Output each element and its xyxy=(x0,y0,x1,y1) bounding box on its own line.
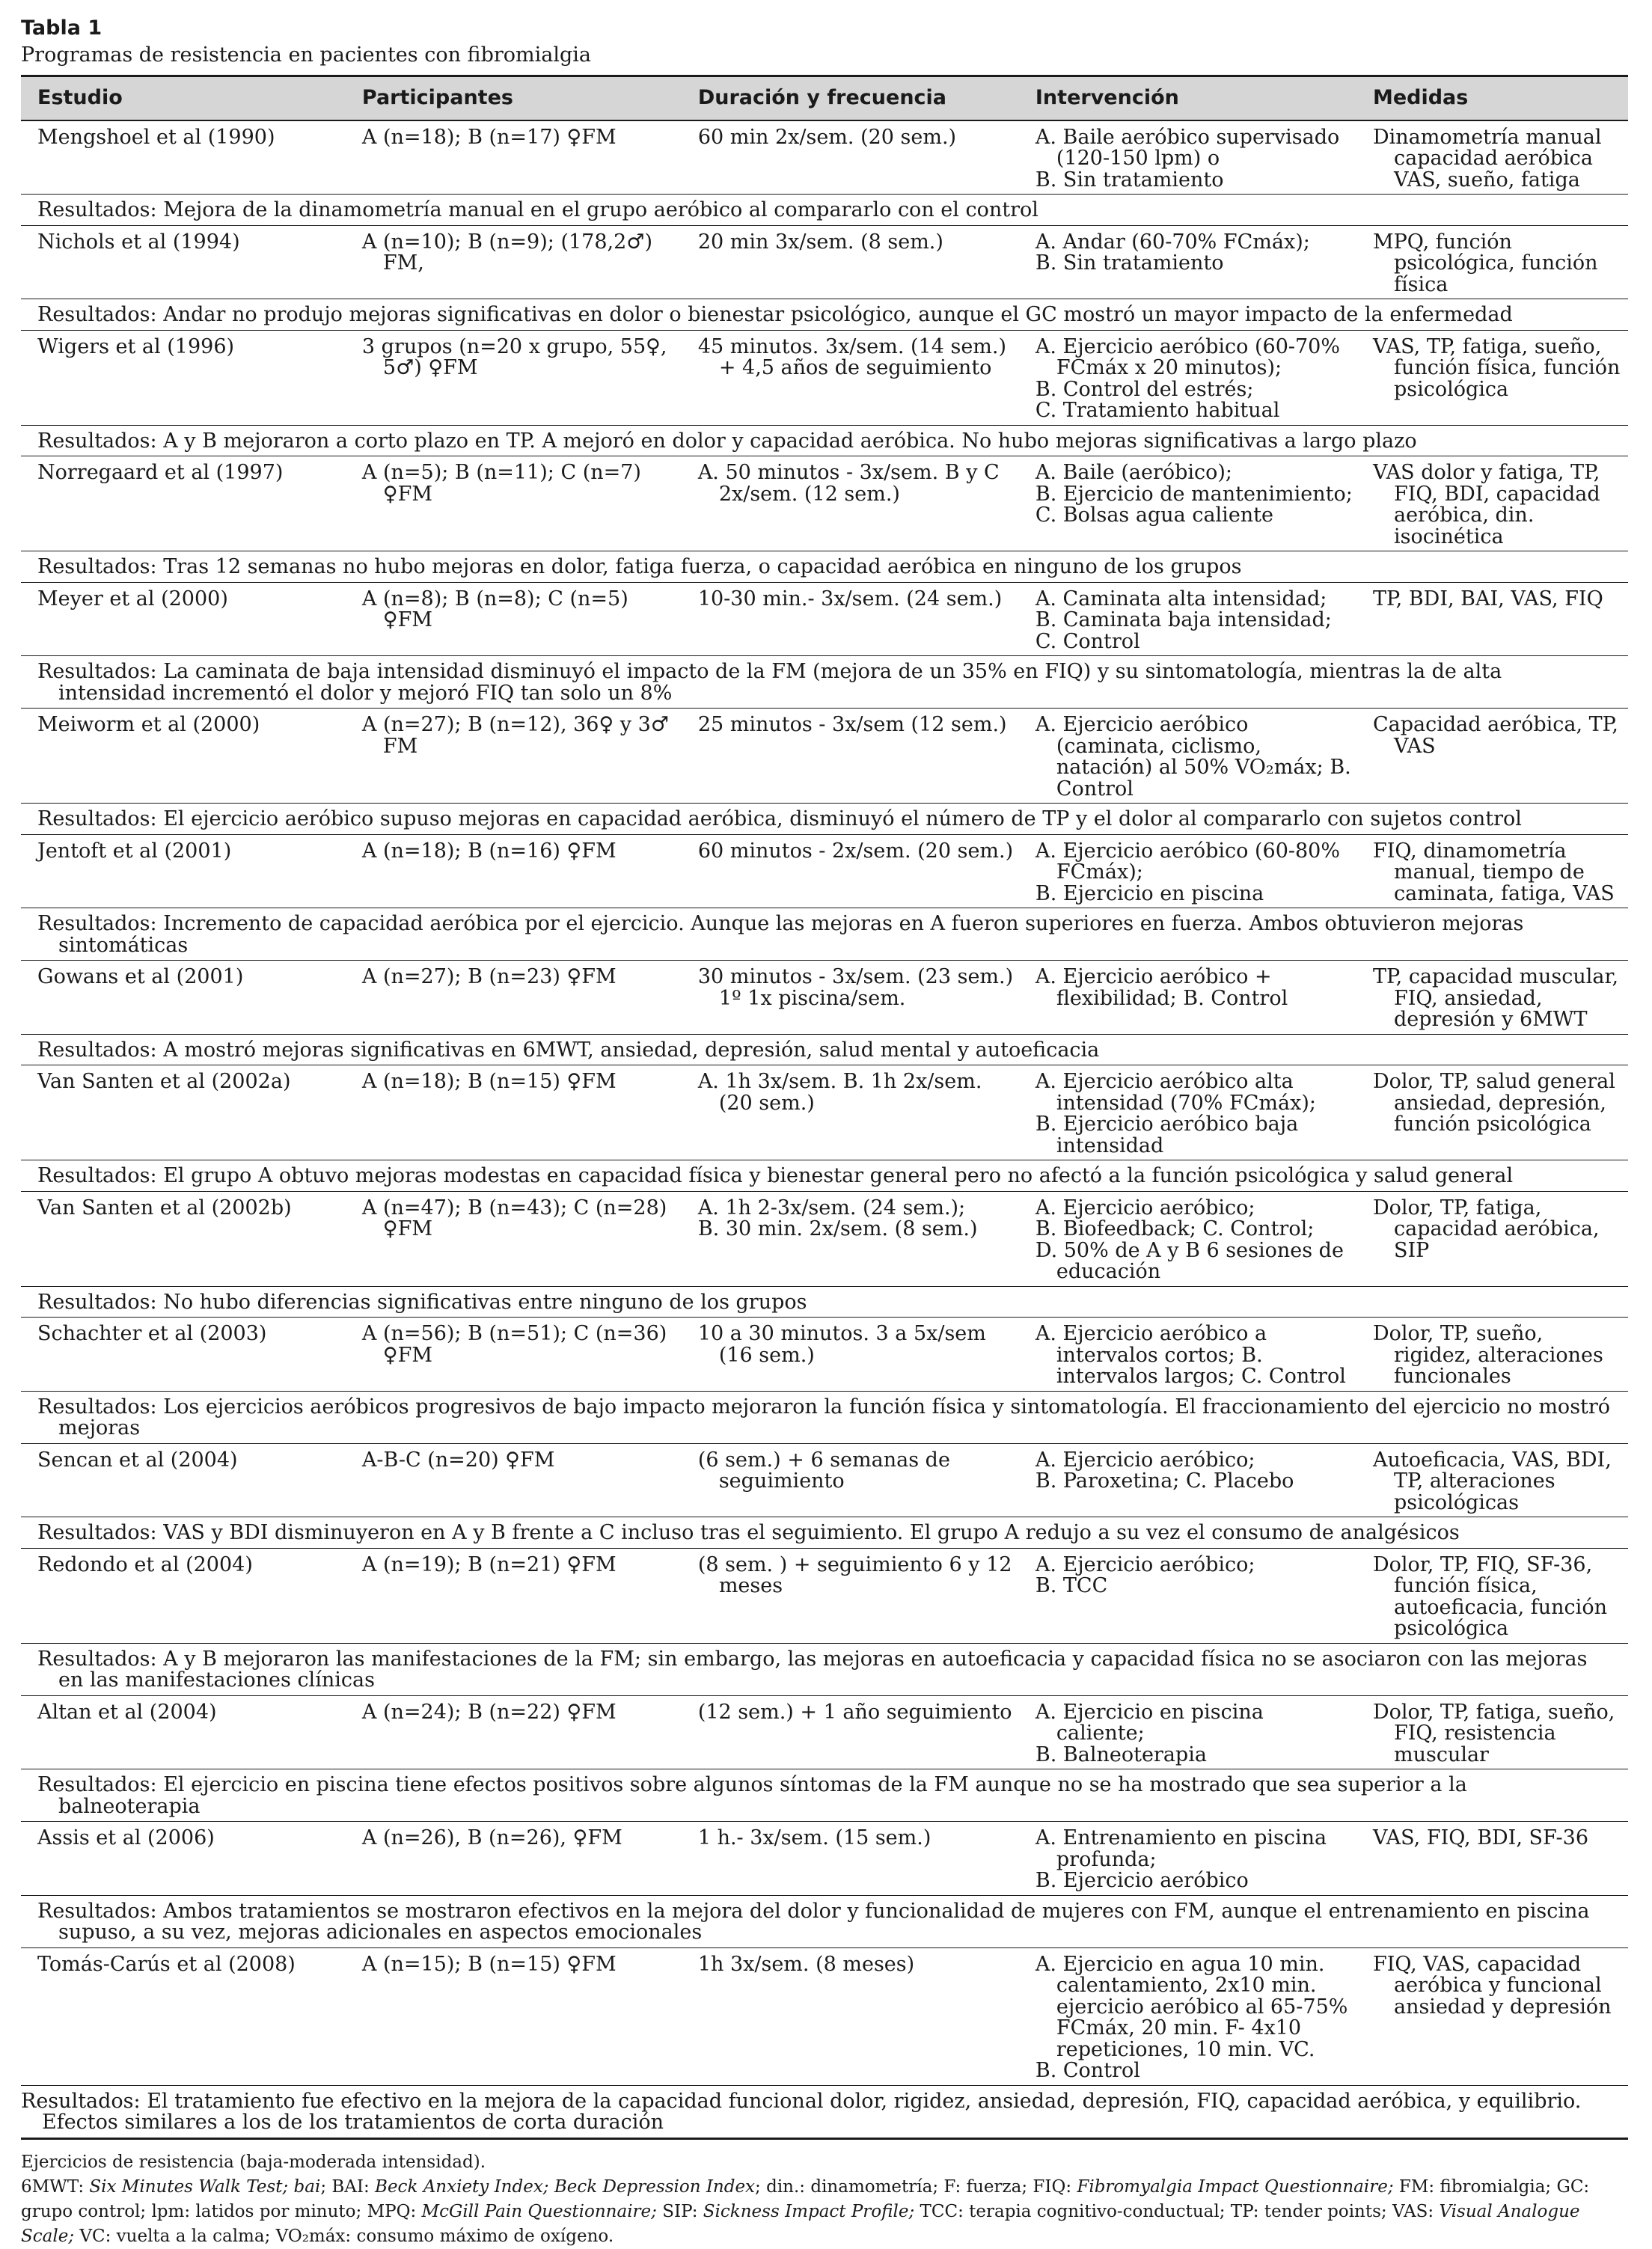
study-row xyxy=(21,1947,1628,2085)
results-cell xyxy=(21,1895,1628,1947)
participants-line: 3 grupos (n=20 x grupo, 55♀, 5♂) ♀FM xyxy=(361,334,667,379)
participants-line: A (n=24); B (n=22) ♀FM xyxy=(361,1700,617,1724)
duration-frequency-cell xyxy=(682,1443,1019,1517)
duration-frequency-line: 1 h.- 3x/sem. (15 sem.) xyxy=(697,1826,931,1849)
study-row xyxy=(21,1065,1628,1160)
duration-frequency-line: 10 a 30 minutos. 3 a 5x/sem (16 sem.) xyxy=(697,1322,986,1367)
duration-frequency-line: (12 sem.) + 1 año seguimiento xyxy=(697,1700,1012,1724)
participants-cell xyxy=(346,1318,682,1392)
abbreviation-segment: Fibromyalgia Impact Questionnaire; xyxy=(1077,2176,1394,2197)
results-row xyxy=(21,1769,1628,1822)
duration-frequency-cell xyxy=(682,225,1019,299)
measures-cell xyxy=(1356,1065,1628,1160)
participants-line: A (n=15); B (n=15) ♀FM xyxy=(361,1952,617,1976)
participants-cell xyxy=(346,1191,682,1286)
study-name-cell: Sencan et al (2004) xyxy=(21,1443,346,1517)
participants-line: A (n=27); B (n=23) ♀FM xyxy=(361,965,617,988)
duration-frequency-line: 10-30 min.- 3x/sem. (24 sem.) xyxy=(697,587,1003,611)
results-row xyxy=(21,1895,1628,1947)
table-subtitle: Programas de resistencia en pacientes con fibromialgia xyxy=(21,43,591,67)
results-cell xyxy=(21,2085,1628,2138)
duration-frequency-cell xyxy=(682,120,1019,195)
intervention-line: A. Ejercicio aeróbico; xyxy=(1035,1448,1255,1472)
intervention-line: B. Biofeedback; C. Control; xyxy=(1035,1217,1315,1240)
measures-line: VAS, FIQ, BDI, SF-36 xyxy=(1372,1826,1589,1849)
results-text: Resultados: Mejora de la dinamometría manual en el grupo aeróbico al compararlo con el control xyxy=(37,198,1038,221)
intervention-cell xyxy=(1019,961,1356,1035)
participants-line: A (n=19); B (n=21) ♀FM xyxy=(361,1552,617,1576)
intervention-line: B. Ejercicio en piscina xyxy=(1035,881,1264,905)
abbreviation-segment: ; BAI: xyxy=(320,2176,376,2197)
results-cell xyxy=(21,299,1628,331)
participants-cell xyxy=(346,961,682,1035)
intervention-cell xyxy=(1019,1695,1356,1769)
study-name-cell: Redondo et al (2004) xyxy=(21,1548,346,1643)
study-name-cell: Van Santen et al (2002b) xyxy=(21,1191,346,1286)
results-row xyxy=(21,2085,1628,2138)
study-row xyxy=(21,1548,1628,1643)
results-row xyxy=(21,656,1628,709)
measures-cell xyxy=(1356,330,1628,425)
intervention-line: B. Control xyxy=(1035,2059,1140,2082)
study-row xyxy=(21,1695,1628,1769)
participants-line: A (n=27); B (n=12), 36♀ y 3♂ FM xyxy=(361,713,670,758)
study-name-cell: Mengshoel et al (1990) xyxy=(21,120,346,195)
abbreviation-segment: 6MWT: xyxy=(21,2176,90,2197)
results-text: Resultados: A y B mejoraron a corto plazo en TP. A mejoró en dolor y capacidad aeróbica. No hubo mejoras significativas a largo plazo xyxy=(37,429,1417,453)
column-header-participantes: Participantes xyxy=(346,76,682,120)
table-header-row xyxy=(21,76,1628,120)
measures-line: VAS, TP, fatiga, sueño, función física, función psicológica xyxy=(1372,334,1621,401)
intervention-line: B. Caminata baja intensidad; xyxy=(1035,608,1332,631)
participants-line: A-B-C (n=20) ♀FM xyxy=(361,1448,555,1472)
duration-frequency-cell xyxy=(682,1191,1019,1286)
measures-cell xyxy=(1356,1822,1628,1896)
results-text: Resultados: El tratamiento fue efectivo en la mejora de la capacidad funcional dolor, rigidez, ansiedad, depresión, FIQ, capacidad aeróbica, y equilibrio. Efectos similares a los de los tratamientos de corta duración xyxy=(21,2089,1582,2134)
intervention-line: B. Ejercicio de mantenimiento; xyxy=(1035,482,1353,506)
intervention-line: A. Ejercicio aeróbico; xyxy=(1035,1552,1255,1576)
abbreviation-segment: Sickness Impact Profile; xyxy=(703,2201,915,2221)
duration-frequency-cell xyxy=(682,582,1019,656)
abbreviations-note xyxy=(21,2175,1628,2249)
results-cell xyxy=(21,551,1628,583)
study-name-cell: Gowans et al (2001) xyxy=(21,961,346,1035)
participants-cell xyxy=(346,1065,682,1160)
study-name-cell: Meiworm et al (2000) xyxy=(21,709,346,804)
results-row xyxy=(21,1160,1628,1192)
duration-frequency-cell xyxy=(682,961,1019,1035)
study-row xyxy=(21,1443,1628,1517)
intervention-line: B. Balneoterapia xyxy=(1035,1742,1207,1766)
duration-frequency-cell xyxy=(682,1548,1019,1643)
intervention-line: A. Ejercicio aeróbico + flexibilidad; B. Control xyxy=(1035,965,1288,1010)
column-header-estudio: Estudio xyxy=(21,76,346,120)
intervention-line: C. Bolsas agua caliente xyxy=(1035,504,1274,527)
participants-line: A (n=18); B (n=15) ♀FM xyxy=(361,1070,617,1093)
intervention-line: B. Paroxetina; C. Placebo xyxy=(1035,1469,1294,1493)
results-cell xyxy=(21,804,1628,835)
measures-line: Dolor, TP, fatiga, sueño, FIQ, resistencia muscular xyxy=(1372,1700,1615,1766)
participants-line: A (n=18); B (n=17) ♀FM xyxy=(361,125,617,149)
intervention-cell xyxy=(1019,1191,1356,1286)
intervention-line: A. Ejercicio aeróbico; xyxy=(1035,1196,1255,1220)
intervention-cell xyxy=(1019,330,1356,425)
study-name-cell: Altan et al (2004) xyxy=(21,1695,346,1769)
measures-line: FIQ, dinamometría manual, tiempo de caminata, fatiga, VAS xyxy=(1372,839,1615,905)
participants-cell xyxy=(346,582,682,656)
participants-cell xyxy=(346,1443,682,1517)
measures-line: Autoeficacia, VAS, BDI, TP, alteraciones psicológicas xyxy=(1372,1448,1612,1514)
studies-table xyxy=(21,75,1628,2140)
duration-frequency-cell xyxy=(682,1318,1019,1392)
duration-frequency-line: A. 1h 3x/sem. B. 1h 2x/sem. (20 sem.) xyxy=(697,1070,982,1115)
participants-cell xyxy=(346,330,682,425)
results-row xyxy=(21,299,1628,331)
results-text: Resultados: El ejercicio en piscina tiene efectos positivos sobre algunos síntomas de la FM aunque no se ha mostrado que sea superior a la balneoterapia xyxy=(37,1773,1467,1818)
abbreviation-segment: FM: fibromialgia; GC: grupo control; lpm: latidos por minuto; MPQ: xyxy=(21,2176,1590,2221)
participants-cell xyxy=(346,1822,682,1896)
study-name-cell: Jentoft et al (2001) xyxy=(21,834,346,908)
table-body xyxy=(21,120,1628,2139)
measures-line: VAS dolor y fatiga, TP, FIQ, BDI, capacidad aeróbica, din. isocinética xyxy=(1372,461,1600,548)
intervention-cell xyxy=(1019,1443,1356,1517)
intervention-cell xyxy=(1019,582,1356,656)
study-name-cell: Nichols et al (1994) xyxy=(21,225,346,299)
duration-frequency-line: 30 minutos - 3x/sem. (23 sem.) 1º 1x piscina/sem. xyxy=(697,965,1014,1010)
results-text: Resultados: Incremento de capacidad aeróbica por el ejercicio. Aunque las mejoras en A fueron superiores en fuerza. Ambos obtuvieron mejoras sintomáticas xyxy=(37,912,1524,957)
study-row xyxy=(21,330,1628,425)
intervention-line: A. Ejercicio aeróbico (60-80% FCmáx); xyxy=(1035,839,1341,884)
intervention-line: A. Ejercicio en agua 10 min. calentamiento, 2x10 min. ejercicio aeróbico al 65-75% FCmáx, 20 min. F- 4x10 repeticiones, 10 min. VC. xyxy=(1035,1952,1348,2061)
intervention-line: B. TCC xyxy=(1035,1574,1108,1597)
participants-cell xyxy=(346,709,682,804)
intervention-cell xyxy=(1019,1947,1356,2085)
duration-frequency-cell xyxy=(682,456,1019,551)
intervention-line: B. Sin tratamiento xyxy=(1035,168,1224,192)
abbreviation-segment: Visual Analogue Scale; xyxy=(21,2201,1580,2246)
intervention-cell xyxy=(1019,1822,1356,1896)
measures-cell xyxy=(1356,1191,1628,1286)
measures-cell xyxy=(1356,834,1628,908)
duration-frequency-line: 60 minutos - 2x/sem. (20 sem.) xyxy=(697,839,1014,863)
study-row xyxy=(21,709,1628,804)
study-row xyxy=(21,961,1628,1035)
measures-line: Dinamometría manual capacidad aeróbica VAS, sueño, fatiga xyxy=(1372,125,1602,192)
intervention-cell xyxy=(1019,120,1356,195)
participants-cell xyxy=(346,120,682,195)
column-header-intervencion: Intervención xyxy=(1019,76,1356,120)
measures-line: TP, BDI, BAI, VAS, FIQ xyxy=(1372,587,1603,611)
study-row xyxy=(21,456,1628,551)
participants-cell xyxy=(346,1695,682,1769)
measures-cell xyxy=(1356,961,1628,1035)
measures-line: Dolor, TP, salud general ansiedad, depresión, función psicológica xyxy=(1372,1070,1615,1136)
results-row xyxy=(21,1034,1628,1065)
study-row xyxy=(21,120,1628,195)
abbreviation-segment: ; din.: dinamometría; F: fuerza; FIQ: xyxy=(755,2176,1077,2197)
results-row xyxy=(21,1643,1628,1695)
intervention-line: A. Ejercicio aeróbico alta intensidad (70% FCmáx); xyxy=(1035,1070,1316,1115)
table-notes xyxy=(21,2150,1628,2249)
table-title: Tabla 1 xyxy=(21,16,103,40)
duration-frequency-line: 60 min 2x/sem. (20 sem.) xyxy=(697,125,957,149)
intervention-line: C. Tratamiento habitual xyxy=(1035,399,1280,422)
intervention-line: A. Ejercicio aeróbico a intervalos cortos; B. intervalos largos; C. Control xyxy=(1035,1322,1346,1388)
duration-frequency-line: A. 1h 2-3x/sem. (24 sem.); xyxy=(697,1196,966,1220)
measures-cell xyxy=(1356,1443,1628,1517)
duration-frequency-cell xyxy=(682,1695,1019,1769)
notes-line-1: Ejercicios de resistencia (baja-moderada intensidad). xyxy=(21,2152,486,2172)
results-cell xyxy=(21,1643,1628,1695)
results-cell xyxy=(21,1286,1628,1318)
results-cell xyxy=(21,1391,1628,1443)
duration-frequency-line: 20 min 3x/sem. (8 sem.) xyxy=(697,230,943,254)
results-text: Resultados: VAS y BDI disminuyeron en A y B frente a C incluso tras el seguimiento. El grupo A redujo a su vez el consumo de analgésicos xyxy=(37,1521,1460,1544)
abbreviation-segment: TCC: terapia cognitivo-conductual; TP: tender points; VAS: xyxy=(914,2201,1440,2221)
study-row xyxy=(21,1318,1628,1392)
measures-cell xyxy=(1356,1947,1628,2085)
results-cell xyxy=(21,1160,1628,1192)
intervention-line: A. Andar (60-70% FCmáx); xyxy=(1035,230,1310,254)
measures-line: TP, capacidad muscular, FIQ, ansiedad, depresión y 6MWT xyxy=(1372,965,1619,1031)
results-row xyxy=(21,1286,1628,1318)
study-name-cell: Assis et al (2006) xyxy=(21,1822,346,1896)
duration-frequency-cell xyxy=(682,834,1019,908)
study-name-cell: Norregaard et al (1997) xyxy=(21,456,346,551)
intervention-line: A. Ejercicio en piscina caliente; xyxy=(1035,1700,1264,1745)
study-row xyxy=(21,834,1628,908)
results-text: Resultados: Los ejercicios aeróbicos progresivos de bajo impacto mejoraron la función física y sintomatología. El fraccionamiento del ejercicio no mostró mejoras xyxy=(37,1395,1611,1439)
duration-frequency-cell xyxy=(682,1822,1019,1896)
participants-line: A (n=18); B (n=16) ♀FM xyxy=(361,839,617,863)
results-cell xyxy=(21,1769,1628,1822)
duration-frequency-cell xyxy=(682,1947,1019,2085)
results-cell xyxy=(21,1517,1628,1549)
measures-line: FIQ, VAS, capacidad aeróbica y funcional ansiedad y depresión xyxy=(1372,1952,1612,2019)
intervention-line: D. 50% de A y B 6 sesiones de educación xyxy=(1035,1238,1344,1283)
measures-line: Capacidad aeróbica, TP, VAS xyxy=(1372,713,1618,758)
results-row xyxy=(21,1391,1628,1443)
measures-cell xyxy=(1356,225,1628,299)
intervention-line: A. Caminata alta intensidad; xyxy=(1035,587,1327,611)
results-text: Resultados: El grupo A obtuvo mejoras modestas en capacidad física y bienestar general pero no afectó a la función psicológica y salud general xyxy=(37,1164,1514,1187)
measures-cell xyxy=(1356,1318,1628,1392)
results-row xyxy=(21,551,1628,583)
measures-line: MPQ, función psicológica, función física xyxy=(1372,230,1598,296)
abbreviation-segment: Beck Anxiety Index; Beck Depression Index xyxy=(375,2176,756,2197)
duration-frequency-line: 1h 3x/sem. (8 meses) xyxy=(697,1952,915,1976)
study-name-cell: Tomás-Carús et al (2008) xyxy=(21,1947,346,2085)
intervention-line: A. Ejercicio aeróbico (caminata, ciclismo, natación) al 50% VO₂máx; B. Control xyxy=(1035,713,1351,801)
intervention-cell xyxy=(1019,225,1356,299)
intervention-cell xyxy=(1019,709,1356,804)
participants-line: A (n=8); B (n=8); C (n=5) ♀FM xyxy=(361,587,628,631)
duration-frequency-line: (8 sem. ) + seguimiento 6 y 12 meses xyxy=(697,1552,1012,1597)
intervention-cell xyxy=(1019,834,1356,908)
study-name-cell: Schachter et al (2003) xyxy=(21,1318,346,1392)
results-text: Resultados: A y B mejoraron las manifestaciones de la FM; sin embargo, las mejoras en autoeficacia y capacidad física no se asociaron con las mejoras en las manifestaciones clínicas xyxy=(37,1647,1588,1692)
abbreviation-segment: McGill Pain Questionnaire; xyxy=(421,2201,657,2221)
measures-line: Dolor, TP, FIQ, SF-36, función física, autoeficacia, función psicológica xyxy=(1372,1552,1607,1640)
intervention-line: A. Ejercicio aeróbico (60-70% FCmáx x 20 minutos); xyxy=(1035,334,1341,379)
study-row xyxy=(21,1822,1628,1896)
intervention-cell xyxy=(1019,456,1356,551)
measures-line: Dolor, TP, fatiga, capacidad aeróbica, SIP xyxy=(1372,1196,1600,1262)
study-row xyxy=(21,1191,1628,1286)
intervention-line: C. Control xyxy=(1035,629,1140,653)
results-row xyxy=(21,195,1628,226)
results-cell xyxy=(21,425,1628,456)
intervention-cell xyxy=(1019,1318,1356,1392)
duration-frequency-cell xyxy=(682,1065,1019,1160)
measures-cell xyxy=(1356,709,1628,804)
intervention-line: A. Baile aeróbico supervisado (120-150 lpm) o xyxy=(1035,125,1340,170)
duration-frequency-line: B. 30 min. 2x/sem. (8 sem.) xyxy=(697,1217,978,1240)
results-text: Resultados: No hubo diferencias significativas entre ninguno de los grupos xyxy=(37,1290,807,1314)
participants-line: A (n=26), B (n=26), ♀FM xyxy=(361,1826,622,1849)
study-row xyxy=(21,225,1628,299)
duration-frequency-line: (6 sem.) + 6 semanas de seguimiento xyxy=(697,1448,950,1493)
study-row xyxy=(21,582,1628,656)
measures-line: Dolor, TP, sueño, rigidez, alteraciones funcionales xyxy=(1372,1322,1603,1388)
results-row xyxy=(21,908,1628,961)
intervention-cell xyxy=(1019,1065,1356,1160)
results-cell xyxy=(21,656,1628,709)
intervention-line: A. Baile (aeróbico); xyxy=(1035,461,1233,484)
participants-cell xyxy=(346,1548,682,1643)
intervention-cell xyxy=(1019,1548,1356,1643)
intervention-line: B. Sin tratamiento xyxy=(1035,251,1224,275)
column-header-medidas: Medidas xyxy=(1356,76,1628,120)
measures-cell xyxy=(1356,1695,1628,1769)
intervention-line: A. Entrenamiento en piscina profunda; xyxy=(1035,1826,1327,1871)
intervention-line: B. Ejercicio aeróbico xyxy=(1035,1869,1249,1892)
results-text: Resultados: El ejercicio aeróbico supuso mejoras en capacidad aeróbica, disminuyó el número de TP y el dolor al compararlo con sujetos control xyxy=(37,807,1522,830)
participants-cell xyxy=(346,1947,682,2085)
abbreviation-segment: VC: vuelta a la calma; VO₂máx: consumo máximo de oxígeno. xyxy=(74,2226,614,2246)
duration-frequency-line: 45 minutos. 3x/sem. (14 sem.) + 4,5 años de seguimiento xyxy=(697,334,1007,379)
results-cell xyxy=(21,1034,1628,1065)
participants-line: A (n=10); B (n=9); (178,2♂) FM, xyxy=(361,230,653,275)
column-header-duracion: Duración y frecuencia xyxy=(682,76,1019,120)
abbreviation-segment: Six Minutes Walk Test; bai xyxy=(89,2176,321,2197)
results-cell xyxy=(21,195,1628,226)
duration-frequency-line: 25 minutos - 3x/sem (12 sem.) xyxy=(697,713,1007,736)
duration-frequency-line: A. 50 minutos - 3x/sem. B y C 2x/sem. (12 sem.) xyxy=(697,461,1000,506)
results-text: Resultados: La caminata de baja intensidad disminuyó el impacto de la FM (mejora de un 35% en FIQ) y su sintomatología, mientras la de alta intensidad incrementó el dolor y mejoró FIQ tan solo un 8% xyxy=(37,660,1502,705)
results-row xyxy=(21,425,1628,456)
duration-frequency-cell xyxy=(682,330,1019,425)
intervention-line: B. Ejercicio aeróbico baja intensidad xyxy=(1035,1113,1299,1157)
results-text: Resultados: A mostró mejoras significativas en 6MWT, ansiedad, depresión, salud mental y autoeficacia xyxy=(37,1038,1100,1062)
results-text: Resultados: Andar no produjo mejoras significativas en dolor o bienestar psicológico, aunque el GC mostró un mayor impacto de la enfermedad xyxy=(37,303,1513,326)
study-name-cell: Van Santen et al (2002a) xyxy=(21,1065,346,1160)
measures-cell xyxy=(1356,120,1628,195)
participants-line: A (n=56); B (n=51); C (n=36) ♀FM xyxy=(361,1322,667,1367)
results-cell xyxy=(21,908,1628,961)
measures-cell xyxy=(1356,456,1628,551)
abbreviation-segment: SIP: xyxy=(656,2201,703,2221)
results-row xyxy=(21,804,1628,835)
results-row xyxy=(21,1517,1628,1549)
measures-cell xyxy=(1356,1548,1628,1643)
study-name-cell: Meyer et al (2000) xyxy=(21,582,346,656)
participants-cell xyxy=(346,456,682,551)
participants-line: A (n=5); B (n=11); C (n=7) ♀FM xyxy=(361,461,641,506)
study-name-cell: Wigers et al (1996) xyxy=(21,330,346,425)
results-text: Resultados: Ambos tratamientos se mostraron efectivos en la mejora del dolor y funcionalidad de mujeres con FM, aunque el entrenamiento en piscina supuso, a su vez, mejoras adicionales en aspectos emocionales xyxy=(37,1899,1590,1944)
measures-cell xyxy=(1356,582,1628,656)
participants-line: A (n=47); B (n=43); C (n=28) ♀FM xyxy=(361,1196,667,1240)
participants-cell xyxy=(346,834,682,908)
intervention-line: B. Control del estrés; xyxy=(1035,377,1254,401)
participants-cell xyxy=(346,225,682,299)
results-text: Resultados: Tras 12 semanas no hubo mejoras en dolor, fatiga fuerza, o capacidad aeróbica en ninguno de los grupos xyxy=(37,555,1242,578)
duration-frequency-cell xyxy=(682,709,1019,804)
